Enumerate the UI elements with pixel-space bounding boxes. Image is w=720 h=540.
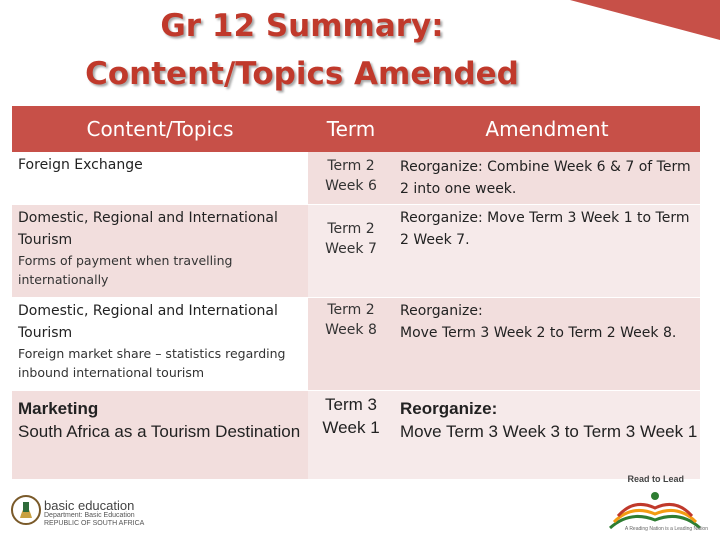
week-label: Week 8: [325, 322, 377, 338]
summary-table: [12, 106, 700, 480]
topic-subtitle: South Africa as a Tourism Destination: [18, 422, 301, 441]
read-to-lead-title: Read to Lead: [627, 474, 684, 484]
table-row: [12, 152, 700, 205]
term-cell: [308, 205, 394, 298]
table-row: [12, 391, 700, 480]
amendment-action: Reorganize:: [400, 210, 483, 226]
table-row: [12, 205, 700, 298]
topic-title: Marketing: [18, 399, 99, 418]
amendment-cell: [394, 391, 700, 480]
amendment-cell: [394, 298, 700, 391]
topic-subtitle: Foreign market share – statistics regarding inbound international tourism: [18, 346, 286, 380]
topic-cell: [12, 298, 308, 391]
topic-title: Domestic, Regional and International Tourism: [18, 303, 278, 341]
table-header-row: [12, 106, 700, 152]
amendment-action: Reorganize:: [400, 303, 483, 319]
dept-name: basic education: [44, 498, 135, 513]
term-label: Term 2: [327, 302, 375, 318]
topic-cell: [12, 152, 308, 205]
header-amendment: Amendment: [394, 106, 700, 152]
page-title-line2: Content/Topics Amended: [85, 56, 519, 92]
topic-subtitle: Forms of payment when travelling internationally: [18, 253, 233, 287]
amendment-cell: [394, 152, 700, 205]
read-to-lead-tagline: A Reading Nation is a Leading Nation: [624, 526, 708, 532]
week-label: Week 7: [325, 241, 377, 257]
dept-subtitle: Department: Basic Education REPUBLIC OF SOUTH AFRICA: [44, 512, 145, 527]
topic-cell: [12, 391, 308, 480]
term-cell: [308, 298, 394, 391]
amendment-action: Reorganize:: [400, 159, 483, 175]
topic-title: Foreign Exchange: [18, 157, 143, 173]
amendment-text: Move Term 3 Week 2 to Term 2 Week 8.: [400, 325, 677, 341]
page-title-line1: Gr 12 Summary:: [160, 8, 444, 44]
amendment-cell: [394, 205, 700, 298]
amendment-action: Reorganize:: [400, 399, 498, 418]
table-row: [12, 298, 700, 391]
topic-cell: [12, 205, 308, 298]
amendment-text: Combine Week 6 & 7 of Term 2 into one week.: [400, 159, 691, 197]
amendment-text: Move Term 3 Week 3 to Term 3 Week 1: [400, 422, 698, 441]
week-label: Week 1: [322, 418, 380, 437]
term-cell: [308, 391, 394, 480]
term-cell: [308, 152, 394, 205]
topic-title: Domestic, Regional and International Tourism: [18, 210, 278, 248]
header-content-topics: Content/Topics: [12, 106, 308, 152]
week-label: Week 6: [325, 178, 377, 194]
term-label: Term 3: [325, 395, 377, 414]
term-label: Term 2: [327, 221, 375, 237]
term-label: Term 2: [327, 158, 375, 174]
header-term: Term: [308, 106, 394, 152]
amendment-text: Move Term 3 Week 1 to Term 2 Week 7.: [400, 210, 690, 248]
